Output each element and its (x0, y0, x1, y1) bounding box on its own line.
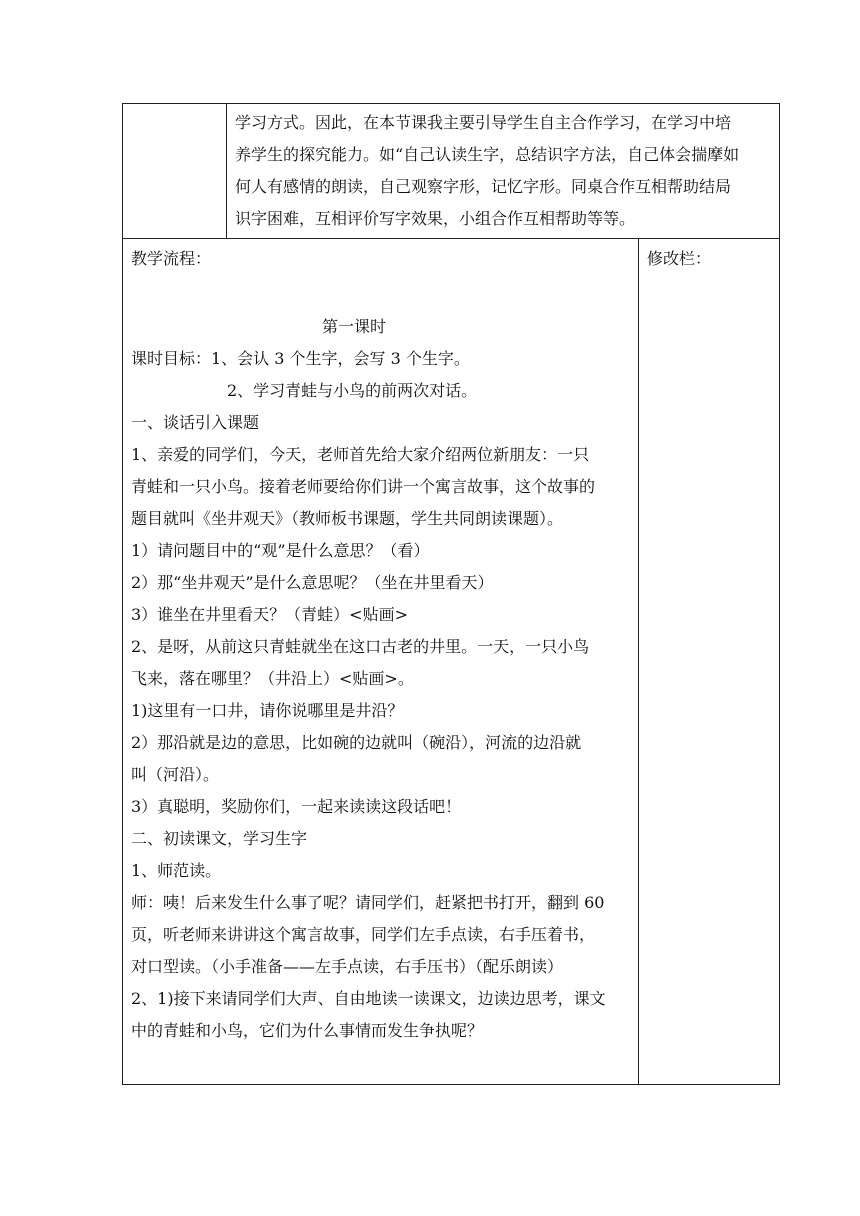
text-line: 题目就叫《坐井观天》（教师板书课题，学生共同朗读课题）。 (131, 509, 564, 528)
top-row-divider (226, 104, 227, 238)
objective-2: 2、学习青蛙与小鸟的前两次对话。 (227, 381, 478, 400)
lesson-title: 第一课时 (321, 317, 386, 336)
text-line: 3）谁坐在井里看天？（青蛙）<贴画> (131, 605, 408, 624)
text-line: 学习方式。因此，在本节课我主要引导学生自主合作学习，在学习中培 (235, 113, 732, 132)
row-divider (123, 238, 779, 239)
text-line: 一、谈话引入课题 (131, 413, 260, 432)
text-line: 页，听老师来讲讲这个寓言故事，同学们左手点读，右手压着书， (131, 925, 596, 944)
text-line: 2、是呀，从前这只青蛙就坐在这口古老的井里。一天，一只小鸟 (131, 637, 590, 656)
objective-1: 课时目标：1、会认 3 个生字，会写 3 个生字。 (131, 349, 470, 368)
text-line: 2）那沿就是边的意思，比如碗的边就叫（碗沿），河流的边沿就 (131, 733, 582, 752)
revision-header: 修改栏： (647, 249, 712, 268)
text-line: 2）那“坐井观天”是什么意思呢？（坐在井里看天） (131, 573, 494, 592)
text-line: 1)这里有一口井，请你说哪里是井沿？ (131, 701, 404, 720)
text-line: 二、初读课文，学习生字 (131, 829, 308, 848)
flow-header: 教学流程： (131, 249, 212, 268)
text-line: 对口型读。（小手准备——左手点读，右手压书）（配乐朗读） (131, 957, 564, 976)
text-line: 3）真聪明，奖励你们，一起来读读这段话吧！ (131, 797, 462, 816)
text-line: 2、1)接下来请同学们大声、自由地读一读课文，边读边思考，课文 (131, 989, 606, 1008)
text-line: 1）请问题目中的“观”是什么意思？（看） (131, 541, 430, 560)
text-line: 青蛙和一只小鸟。接着老师要给你们讲一个寓言故事，这个故事的 (131, 477, 596, 496)
text-line: 叫（河沿）。 (131, 765, 220, 784)
text-line: 1、师范读。 (131, 861, 222, 880)
text-line: 识字困难，互相评价写字效果，小组合作互相帮助等等。 (235, 209, 636, 228)
revision-column-divider (638, 238, 639, 1084)
text-line: 何人有感情的朗读，自己观察字形，记忆字形。同桌合作互相帮助结局 (235, 177, 732, 196)
text-line: 师：咦！后来发生什么事了呢？请同学们，赶紧把书打开，翻到 60 (131, 893, 605, 912)
flow-body (131, 343, 606, 1047)
text-line: 养学生的探究能力。如“自己认读生字，总结识字方法，自己体会揣摩如 (235, 145, 740, 164)
lesson-plan-table (122, 103, 780, 1085)
text-line: 飞来，落在哪里？（井沿上）<贴画>。 (131, 669, 414, 688)
text-line: 中的青蛙和小鸟，它们为什么事情而发生争执呢？ (131, 1021, 484, 1040)
top-row-text (235, 107, 739, 235)
text-line: 1、亲爱的同学们，今天，老师首先给大家介绍两位新朋友：一只 (131, 445, 590, 464)
